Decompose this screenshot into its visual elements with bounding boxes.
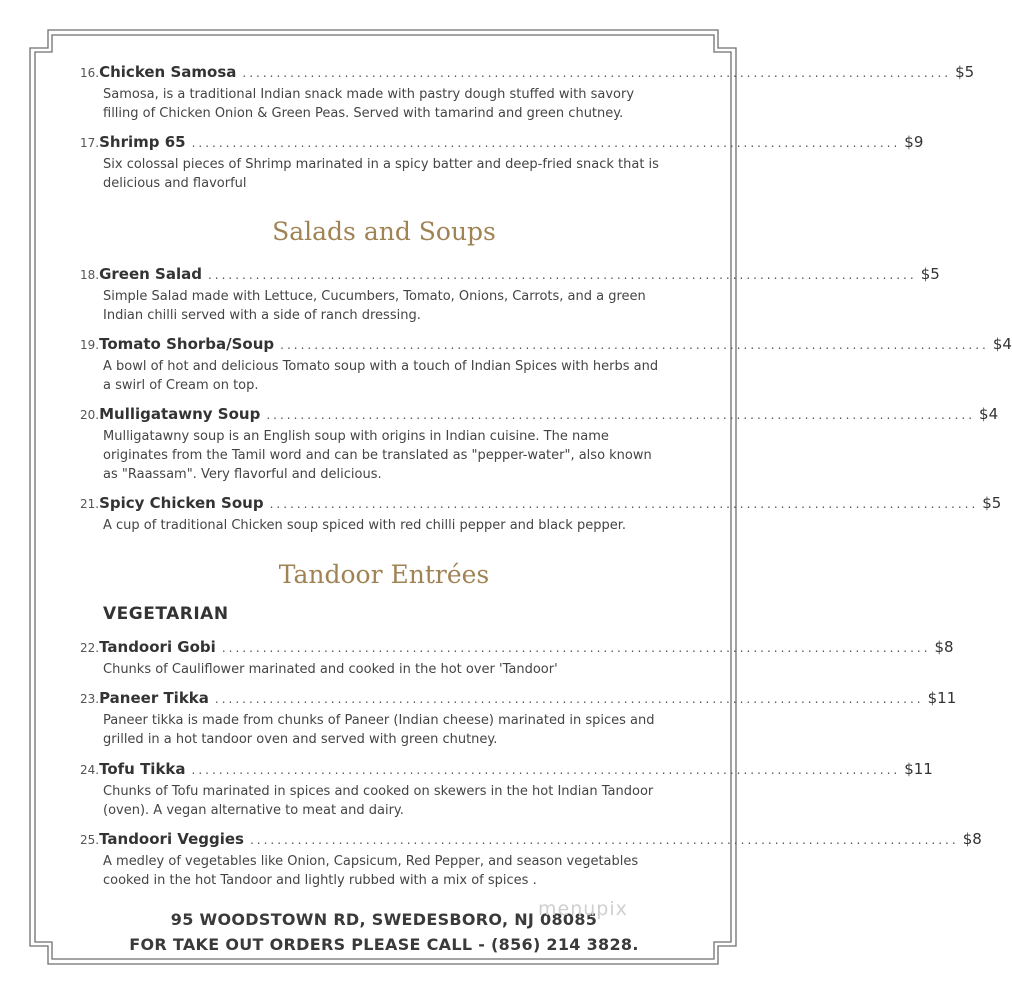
item-number: 24. <box>80 763 100 777</box>
item-description: Six colossal pieces of Shrimp marinated in a spicy batter and deep-fried snack that is delicious and flavorful <box>103 157 659 191</box>
menu-item-chicken-samosa <box>80 63 975 123</box>
menu-item-green-salad <box>80 265 940 325</box>
menu-item-mulligatawny-soup <box>80 405 999 484</box>
item-description: Chunks of Cauliflower marinated and cooked in the hot over 'Tandoor' <box>103 662 558 677</box>
item-description: A bowl of hot and delicious Tomato soup with a touch of Indian Spices with herbs and a swirl of Cream on top. <box>103 359 659 393</box>
item-number: 17. <box>80 136 100 150</box>
leader-dots: ........................................................................................................ <box>280 338 989 352</box>
item-price: $8 <box>934 638 954 656</box>
leader-dots: ........................................................................................................ <box>269 497 979 511</box>
item-description: A cup of traditional Chicken soup spiced with red chilli pepper and black pepper. <box>103 518 626 533</box>
section-title-tandoor-entrees: Tandoor Entrées <box>278 560 490 589</box>
leader-dots: ........................................................................................................ <box>249 833 959 847</box>
leader-dots: ........................................................................................................ <box>191 136 901 150</box>
leader-dots: ........................................................................................................ <box>221 641 931 655</box>
item-price: $8 <box>962 830 982 848</box>
item-price: $11 <box>927 689 957 707</box>
menu-item-tandoori-veggies <box>80 830 982 890</box>
menu-item-spicy-chicken-soup <box>80 494 1002 535</box>
leader-dots: ........................................................................................................ <box>207 268 917 282</box>
item-description: Mulligatawny soup is an English soup with origins in Indian cuisine. The name originates from the Tamil word and can be translated as "pepper-water", also known as "Raassam". Very flavorful and delicious. <box>103 429 652 482</box>
item-price: $4 <box>979 405 999 423</box>
item-price: $5 <box>982 494 1002 512</box>
leader-dots: ........................................................................................................ <box>266 408 976 422</box>
item-name: Spicy Chicken Soup <box>99 494 264 512</box>
item-number: 25. <box>80 833 100 847</box>
footer-phone-line: FOR TAKE OUT ORDERS PLEASE CALL - (856) 214 3828. <box>129 935 639 954</box>
menu-item-tofu-tikka <box>80 760 933 820</box>
menu-item-tandoori-gobi <box>80 638 954 679</box>
item-name: Mulligatawny Soup <box>99 405 261 423</box>
leader-dots: ........................................................................................................ <box>214 692 924 706</box>
menu-item-tomato-shorba <box>80 335 1012 395</box>
item-price: $5 <box>955 63 975 81</box>
item-description: Chunks of Tofu marinated in spices and cooked on skewers in the hot Indian Tandoor (oven). A vegan alternative to meat and dairy. <box>103 784 654 818</box>
item-description: A medley of vegetables like Onion, Capsicum, Red Pepper, and season vegetables cooked in the hot Tandoor and lightly rubbed with a mix of spices . <box>103 854 639 888</box>
leader-dots: ........................................................................................................ <box>242 66 952 80</box>
item-name: Green Salad <box>99 265 202 283</box>
menu-item-shrimp-65 <box>80 133 924 193</box>
item-number: 18. <box>80 268 100 282</box>
item-name: Tomato Shorba/Soup <box>99 335 275 353</box>
menu-item-paneer-tikka <box>80 689 957 749</box>
item-name: Chicken Samosa <box>99 63 237 81</box>
item-name: Paneer Tikka <box>99 689 209 707</box>
item-name: Tandoori Gobi <box>99 638 216 656</box>
item-number: 20. <box>80 408 100 422</box>
item-description: Simple Salad made with Lettuce, Cucumbers, Tomato, Onions, Carrots, and a green Indian chilli served with a side of ranch dressing. <box>103 289 646 323</box>
item-number: 21. <box>80 497 100 511</box>
item-name: Shrimp 65 <box>99 133 186 151</box>
item-description: Paneer tikka is made from chunks of Paneer (Indian cheese) marinated in spices and grilled in a hot tandoor oven and served with green chutney. <box>103 713 655 747</box>
watermark-logo: menupix <box>538 898 628 920</box>
section-title-salads-soups: Salads and Soups <box>272 217 496 246</box>
item-name: Tofu Tikka <box>99 760 186 778</box>
item-number: 19. <box>80 338 100 352</box>
item-price: $11 <box>904 760 933 778</box>
subheading-vegetarian: VEGETARIAN <box>103 604 229 624</box>
item-number: 23. <box>80 692 100 706</box>
item-number: 16. <box>80 66 100 80</box>
footer-address: 95 WOODSTOWN RD, SWEDESBORO, NJ 08085 <box>170 910 598 929</box>
leader-dots: ........................................................................................................ <box>191 763 901 777</box>
item-price: $5 <box>920 265 940 283</box>
item-name: Tandoori Veggies <box>99 830 244 848</box>
item-price: $9 <box>904 133 924 151</box>
item-number: 22. <box>80 641 100 655</box>
item-description: Samosa, is a traditional Indian snack made with pastry dough stuffed with savory filling of Chicken Onion & Green Peas. Served with tamarind and green chutney. <box>103 87 635 121</box>
item-price: $4 <box>992 335 1012 353</box>
